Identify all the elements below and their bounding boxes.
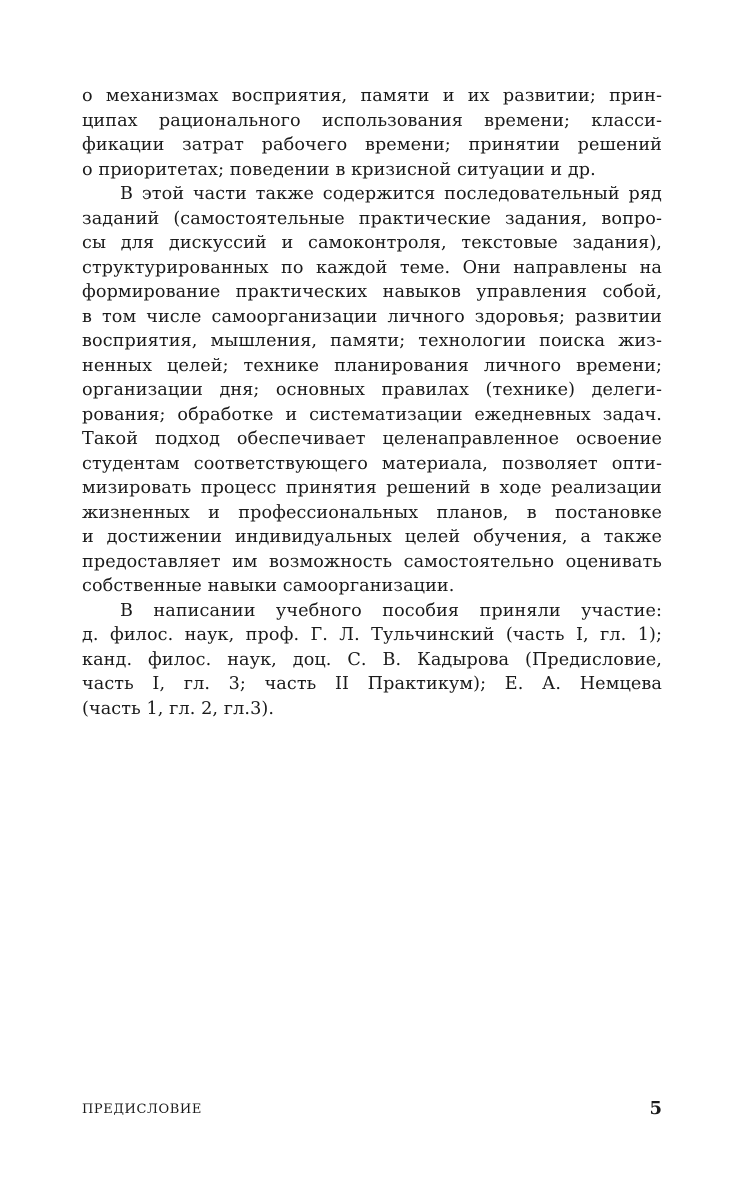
text-line: жизненных и профессиональных планов, в постановке (82, 502, 662, 523)
text-line: д. филос. наук, проф. Г. Л. Тульчинский (часть I, гл. 1); (82, 625, 662, 645)
paragraph-2 (82, 182, 662, 599)
page-body (82, 84, 662, 721)
text-line: ципах рационального использования времени; класси- (82, 110, 662, 131)
page-footer (82, 1098, 662, 1122)
text-line: о механизмах восприятия, памяти и их развитии; прин- (82, 86, 662, 106)
text-line: заданий (самостоятельные практические задания, вопро- (82, 208, 662, 229)
text-line: формирование практических навыков управления собой, (82, 282, 662, 302)
text-line: и достижении индивидуальных целей обучения, а также (82, 527, 662, 547)
text-line: организации дня; основных правилах (технике) делеги- (82, 380, 662, 400)
text-line: Такой подход обеспечивает целенаправленное освоение (82, 429, 662, 449)
text-line: студентам соответствующего материала, позволяет опти- (82, 453, 662, 474)
text-line: восприятия, мышления, памяти; технологии поиска жиз- (82, 331, 662, 351)
paragraph-3 (82, 599, 662, 722)
text-line: рования; обработке и систематизации ежедневных задач. (82, 404, 662, 425)
text-line: канд. филос. наук, доц. С. В. Кадырова (Предисловие, (82, 649, 662, 670)
text-line: структурированных по каждой теме. Они направлены на (82, 257, 662, 278)
running-head: ПРЕДИСЛОВИЕ (82, 1102, 202, 1117)
text-line: собственные навыки самоорганизации. (82, 576, 455, 596)
text-line: мизировать процесс принятия решений в ходе реализации (82, 478, 662, 498)
paragraph-1 (82, 84, 662, 182)
text-line: о приоритетах; поведении в кризисной ситуации и др. (82, 159, 596, 180)
page-number: 5 (649, 1098, 662, 1119)
text-line: фикации затрат рабочего времени; принятии решений (82, 135, 662, 155)
text-line: (часть 1, гл. 2, гл.3). (82, 698, 275, 719)
text-line: В этой части также содержится последовательный ряд (120, 184, 662, 204)
text-line: ненных целей; технике планирования личного времени; (82, 355, 662, 376)
text-line: В написании учебного пособия приняли участие: (120, 600, 662, 621)
text-line: предоставляет им возможность самостоятельно оценивать (82, 551, 662, 572)
text-line: сы для дискуссий и самоконтроля, текстовые задания), (82, 233, 662, 253)
text-line: в том числе самоорганизации личного здоровья; развитии (82, 306, 662, 327)
text-line: часть I, гл. 3; часть II Практикум); Е. А. Немцева (82, 674, 662, 694)
